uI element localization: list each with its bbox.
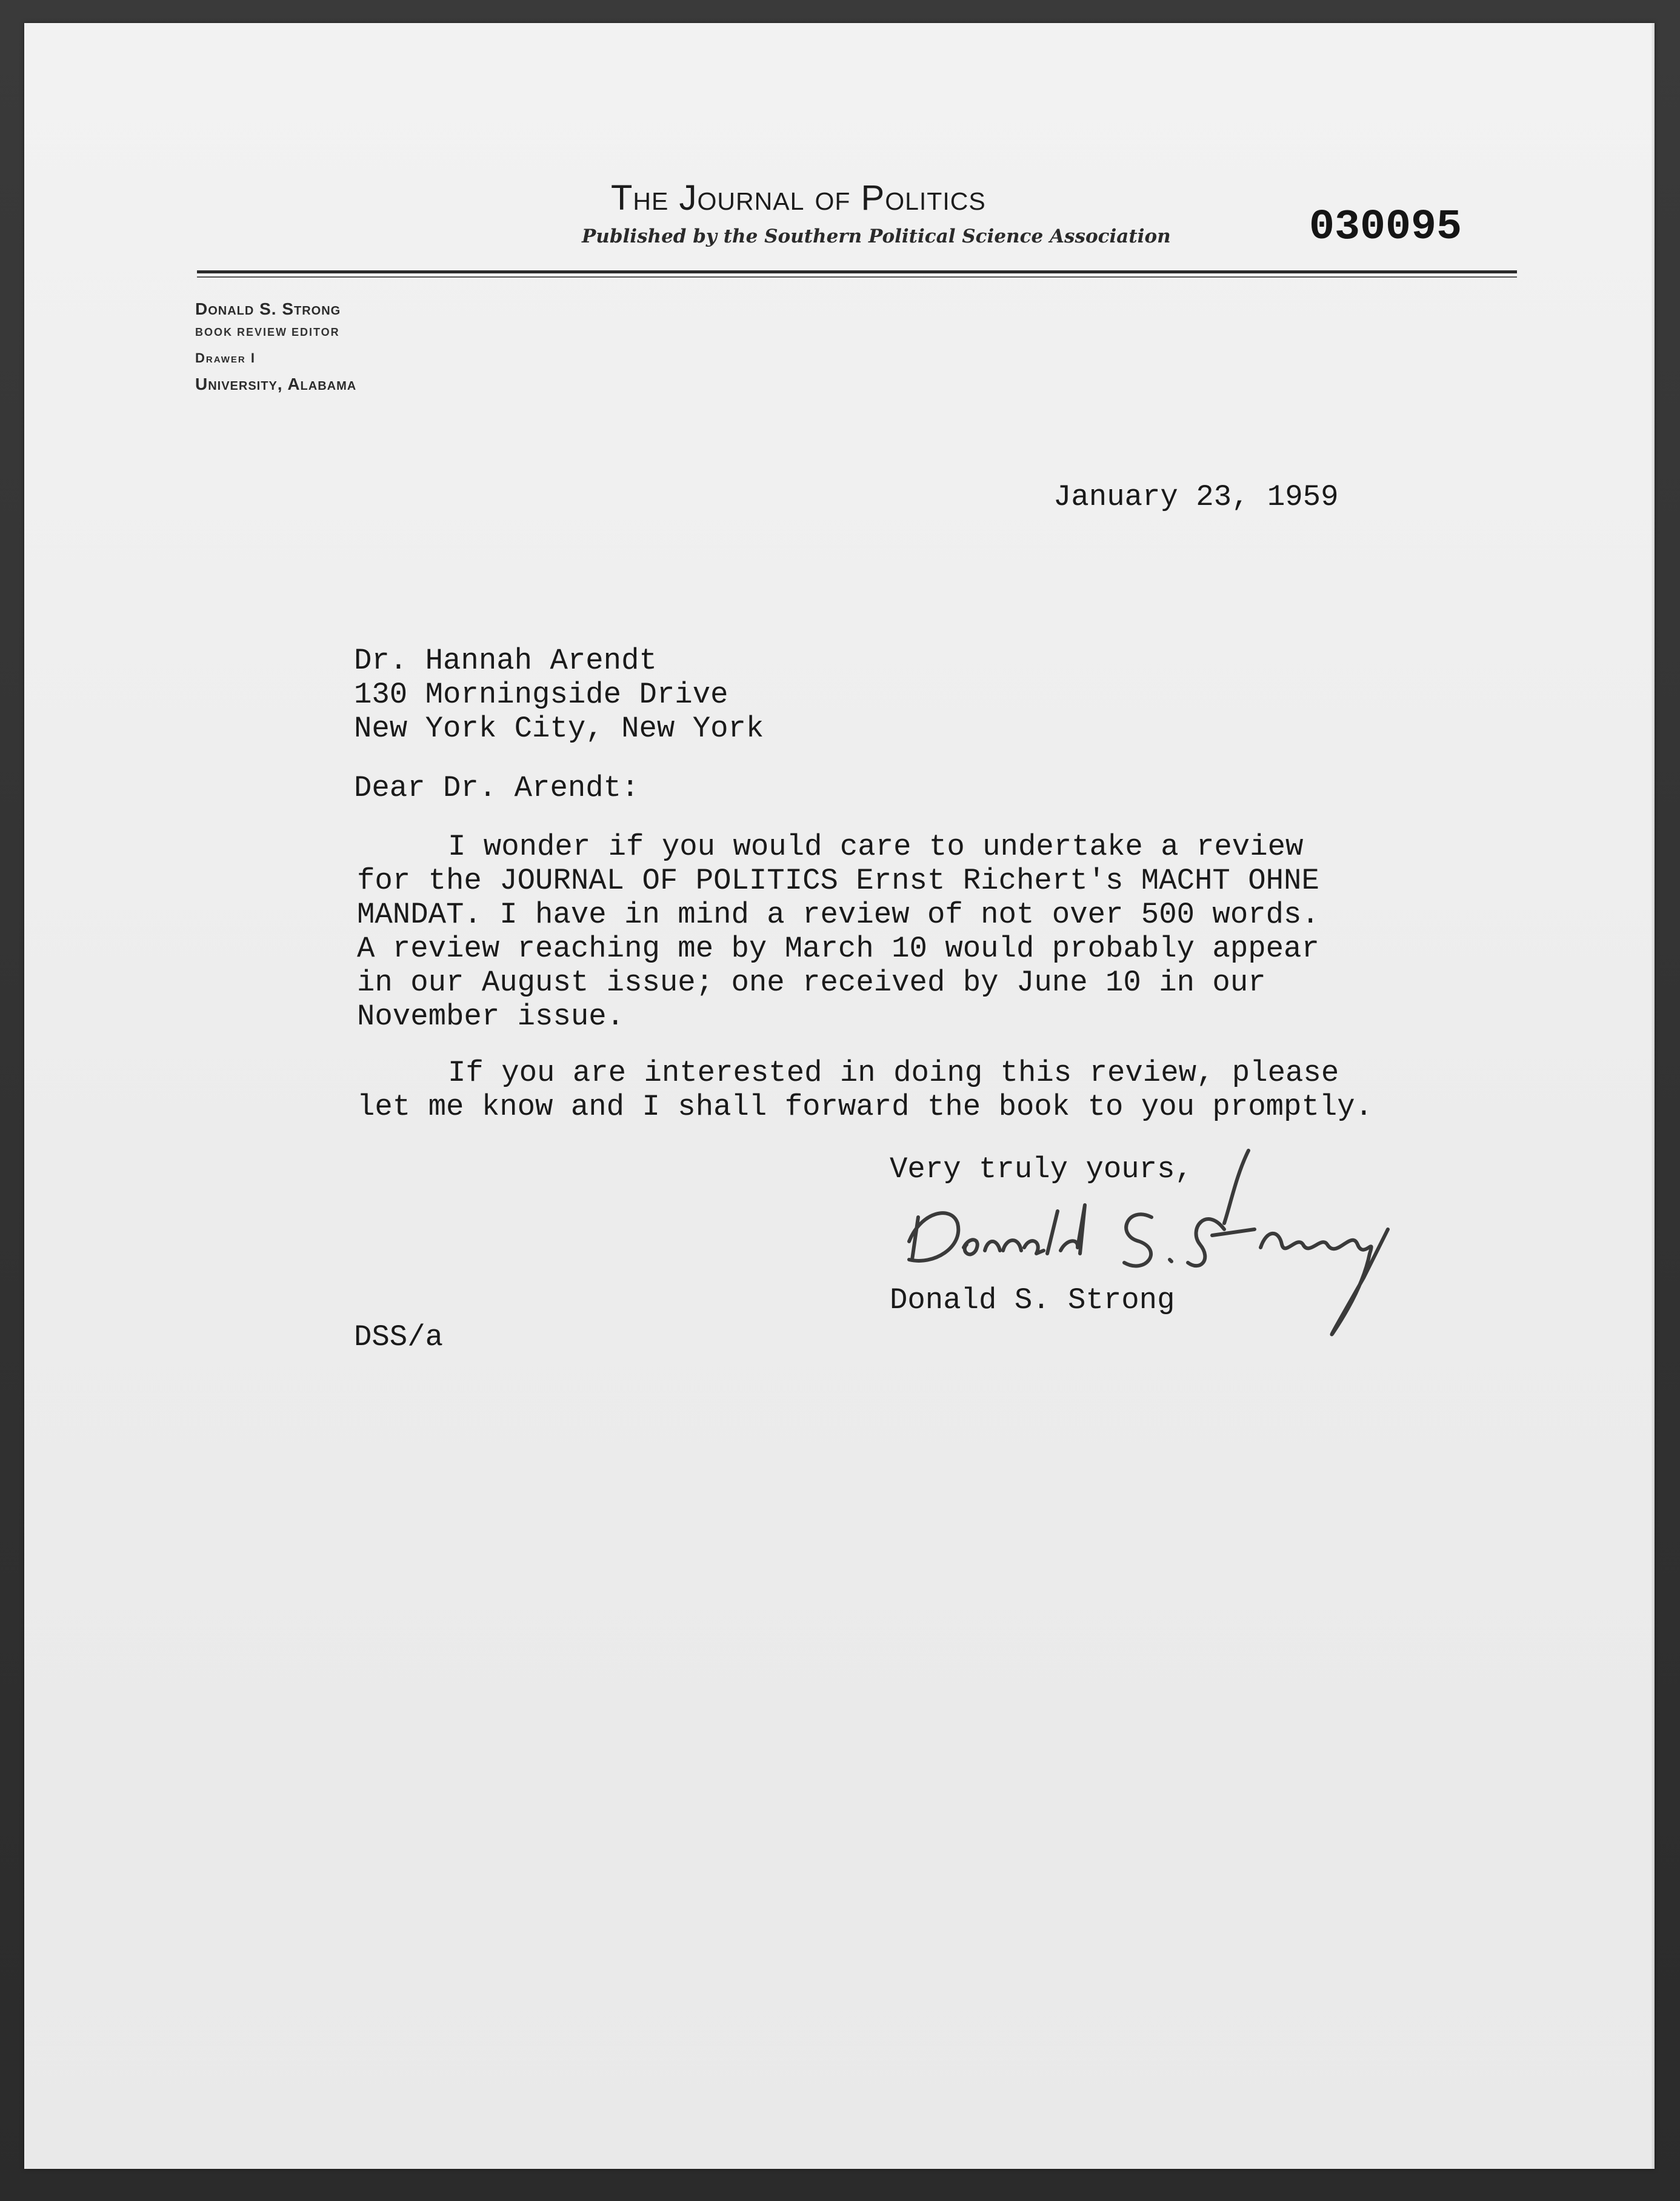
- letterhead-rule-thin: [197, 276, 1517, 278]
- paragraph-1-line: November issue.: [357, 1000, 625, 1034]
- paragraph-2-line: If you are interested in doing this review, please: [448, 1056, 1339, 1090]
- editor-role: BOOK REVIEW EDITOR: [195, 326, 340, 338]
- paragraph-2-line: let me know and I shall forward the book to you promptly.: [357, 1090, 1373, 1124]
- letter-page: [24, 23, 1655, 2169]
- page-edge-shadow: [1651, 23, 1655, 2169]
- recipient-street: 130 Morningside Drive: [354, 678, 728, 712]
- journal-title: The Journal of Politics: [611, 178, 986, 218]
- closing: Very truly yours,: [890, 1152, 1193, 1186]
- paragraph-1-line: for the JOURNAL OF POLITICS Ernst Richert's MACHT OHNE: [357, 864, 1319, 898]
- paragraph-1: [357, 830, 1319, 1034]
- recipient-city: New York City, New York: [354, 712, 764, 746]
- document-number: 030095: [1309, 204, 1462, 252]
- recipient-name: Dr. Hannah Arendt: [354, 644, 657, 678]
- paragraph-2: [357, 1056, 1373, 1124]
- paragraph-1-line: I wonder if you would care to undertake a review: [448, 830, 1304, 864]
- paragraph-1-line: A review reaching me by March 10 would probably appear: [357, 932, 1319, 966]
- paragraph-1-line: MANDAT. I have in mind a review of not over 500 words.: [357, 898, 1319, 932]
- letter-date: January 23, 1959: [1053, 480, 1339, 514]
- salutation: Dear Dr. Arendt:: [354, 771, 639, 805]
- paragraph-1-line: in our August issue; one received by June 10 in our: [357, 966, 1266, 1000]
- typist-initials: DSS/a: [354, 1320, 444, 1354]
- recipient-address: [354, 644, 764, 746]
- publisher-line: Published by the Southern Political Science Association: [582, 225, 1171, 247]
- editor-name: Donald S. Strong: [195, 299, 341, 318]
- editor-drawer: Drawer I: [195, 350, 256, 366]
- editor-city: University, Alabama: [195, 375, 357, 393]
- signer-name: Donald S. Strong: [890, 1283, 1175, 1317]
- letterhead-rule: [197, 270, 1517, 273]
